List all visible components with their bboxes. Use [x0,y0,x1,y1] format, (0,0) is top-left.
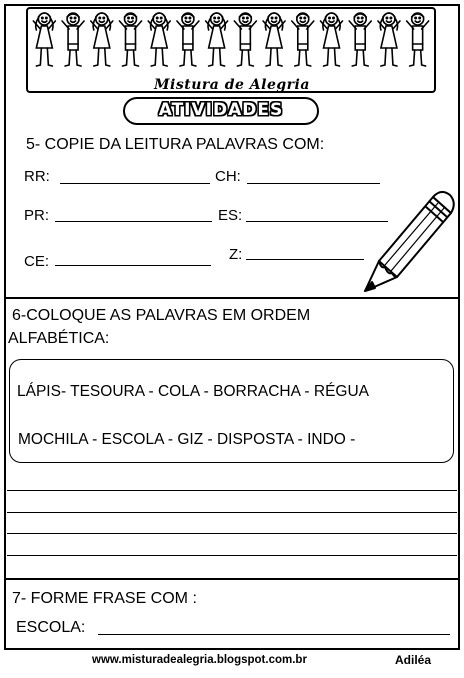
section7-heading: 7- FORME FRASE COM : [12,590,197,607]
girl-figure [148,13,170,66]
children-illustration [30,10,432,76]
girl-figure [378,13,400,66]
ce-answer-line[interactable] [55,265,211,266]
section6-heading-line1: 6-COLOQUE AS PALAVRAS EM ORDEM [12,307,311,324]
word-list-line2: MOCHILA - ESCOLA - GIZ - DISPOSTA - INDO - [18,431,356,448]
z-label: Z: [229,246,243,263]
pencil-icon [355,185,460,297]
boy-figure [62,13,84,66]
girl-figure [206,13,228,66]
footer-url[interactable]: www.misturadealegria.blogspot.com.br [92,654,307,666]
ch-answer-line[interactable] [247,183,380,184]
girl-figure [263,13,285,66]
ch-label: CH: [215,168,241,185]
activities-title: ATIVIDADES [158,100,284,120]
section-divider [4,578,460,580]
boy-figure [177,13,199,66]
girl-figure [33,13,55,66]
boy-figure [292,13,314,66]
banner-title: Mistura de Alegria [154,77,310,93]
es-label: ES: [218,207,243,224]
boy-figure [234,13,256,66]
escola-label: ESCOLA: [16,619,86,636]
section-divider [4,297,460,299]
ce-label: CE: [24,253,50,270]
footer-author: Adiléa [395,653,432,667]
rr-label: RR: [24,168,50,185]
rr-answer-line[interactable] [60,183,210,184]
answer-line[interactable] [7,512,457,513]
girl-figure [321,13,343,66]
girl-figure [91,13,113,66]
boy-figure [120,13,142,66]
escola-answer-line[interactable] [98,634,450,635]
answer-line[interactable] [7,533,457,534]
section5-heading: 5- COPIE DA LEITURA PALAVRAS COM: [26,136,325,153]
word-list-line1: LÁPIS- TESOURA - COLA - BORRACHA - RÉGUA [17,383,369,400]
z-answer-line[interactable] [246,259,364,260]
boy-figure [349,13,371,66]
answer-line[interactable] [7,490,457,491]
answer-line[interactable] [7,555,457,556]
boy-figure [407,13,429,66]
section6-heading-line2: ALFABÉTICA: [8,330,110,347]
pr-label: PR: [24,207,50,224]
pr-answer-line[interactable] [55,221,212,222]
